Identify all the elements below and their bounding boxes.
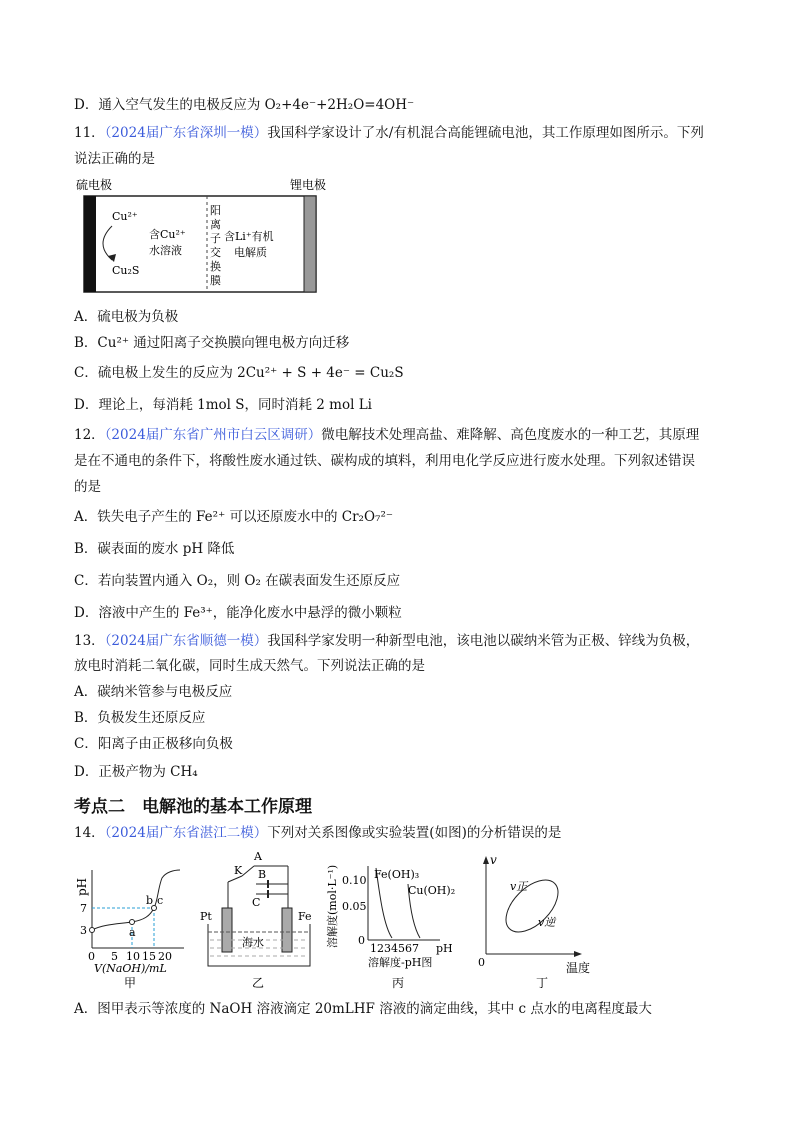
- yi-caption: 乙: [252, 976, 265, 990]
- q12-option-b: B．碳表面的废水 pH 降低: [74, 541, 235, 557]
- q11-option-c: C．硫电极上发生的反应为 2Cu²⁺ + S + 4e⁻ = Cu₂S: [74, 365, 404, 381]
- membrane-char: 阳: [210, 204, 221, 217]
- left-solution-line1: 含Cu²⁺: [149, 228, 186, 241]
- q11-number: 11．: [74, 125, 105, 141]
- ding-origin: 0: [478, 956, 485, 969]
- sulfur-electrode-label: 硫电极: [76, 178, 113, 192]
- ding-ellipse: [497, 871, 568, 942]
- q11-stem-line2: 说法正确的是: [74, 151, 155, 167]
- q13-number: 13．: [74, 633, 105, 649]
- jia-xtick-10: 10: [126, 950, 140, 963]
- fig-jia-titration: [74, 848, 200, 990]
- bing-xlabel: pH: [436, 942, 453, 955]
- membrane-char: 离: [210, 218, 221, 231]
- bing-xticks: 1234567: [370, 942, 419, 955]
- jia-xtick-15: 15: [142, 950, 156, 963]
- bing-ytick-010: 0.10: [342, 874, 367, 887]
- membrane-char: 膜: [210, 274, 221, 287]
- jia-ytick-3: 3: [80, 924, 87, 937]
- ding-xlabel: 温度: [566, 961, 591, 975]
- jia-xtick-20: 20: [158, 950, 172, 963]
- membrane-char: 子: [210, 232, 221, 245]
- jia-point-a: [130, 920, 135, 925]
- ding-x-arrow: [574, 951, 582, 957]
- sulfur-electrode: [84, 196, 96, 292]
- cu2s-label: Cu₂S: [112, 264, 140, 277]
- right-solution-line2: 电解质: [234, 246, 267, 259]
- jia-caption: 甲: [124, 976, 137, 990]
- q13-stem-line2: 放电时消耗二氧化碳，同时生成天然气。下列说法正确的是: [74, 658, 425, 674]
- q14-option-a: A．图甲表示等浓度的 NaOH 溶液滴定 20mLHF 溶液的滴定曲线，其中 c 点水的电离程度最大: [74, 1001, 652, 1017]
- bing-label-cu: Cu(OH)₂: [408, 884, 456, 897]
- q13-stem-text: 我国科学家发明一种新型电池，该电池以碳纳米管为正极、锌线为负极，: [267, 633, 700, 649]
- jia-xtick-0: 0: [88, 950, 95, 963]
- bing-label-fe: Fe(OH)₃: [374, 868, 420, 881]
- membrane-char: 换: [210, 260, 221, 273]
- lithium-electrode-label: 锂电极: [290, 178, 327, 192]
- q12-stem-text: 微电解技术处理高盐、难降解、高色度废水的一种工艺，其原理: [321, 427, 700, 443]
- bing-ytick-005: 0.05: [342, 900, 367, 913]
- ding-v-reverse: v逆: [538, 916, 556, 929]
- jia-label-c: c: [157, 894, 164, 907]
- yi-label-fe: Fe: [298, 910, 312, 923]
- jia-xtick-5: 5: [111, 950, 118, 963]
- bing-caption2: 丙: [392, 976, 405, 990]
- yi-label-b: B: [258, 868, 267, 881]
- q12-option-d: D．溶液中产生的 Fe³⁺，能净化废水中悬浮的微小颗粒: [74, 605, 402, 621]
- q13-option-d: D．正极产物为 CH₄: [74, 764, 198, 780]
- q12-number: 12．: [74, 427, 105, 443]
- q13-stem-line1: [74, 632, 699, 650]
- q11-stem-text: 我国科学家设计了水/有机混合高能锂硫电池，其工作原理如图所示。下列: [267, 125, 704, 141]
- ding-ylabel: v: [490, 853, 497, 867]
- jia-ylabel: pH: [75, 877, 89, 896]
- fig-yi-apparatus: [198, 848, 322, 990]
- bing-ylabel: 溶解度(mol·L⁻¹): [326, 864, 339, 948]
- ding-v-forward: v正: [510, 880, 528, 893]
- jia-label-a: a: [129, 926, 136, 939]
- jia-ytick-7: 7: [80, 902, 87, 915]
- jia-xlabel: V(NaOH)/mL: [94, 962, 167, 975]
- fig-ding-rate: [472, 848, 608, 990]
- q12-stem-line1: [74, 426, 699, 444]
- yi-label-c: C: [252, 896, 261, 909]
- bing-ytick-0: 0: [358, 934, 365, 947]
- jia-label-b: b: [146, 894, 154, 907]
- arrow-head: [108, 254, 116, 262]
- cu-ion-label: Cu²⁺: [112, 210, 138, 223]
- q11-source: （2024届广东省深圳一模）: [104, 125, 268, 141]
- yi-label-pt: Pt: [200, 910, 212, 923]
- q11-battery-figure: [74, 174, 334, 298]
- yi-pt-electrode: [222, 908, 232, 952]
- bing-caption: 溶解度-pH图: [368, 956, 433, 969]
- ding-y-arrow: [483, 856, 489, 864]
- q10-option-d: D．通入空气发生的电极反应为 O₂+4e⁻+2H₂O=4OH⁻: [74, 97, 415, 113]
- section-heading: 考点二 电解池的基本工作原理: [74, 797, 312, 817]
- q11-option-a: A．硫电极为负极: [74, 309, 179, 325]
- yi-seawater-label: 海水: [242, 936, 264, 949]
- yi-label-k: K: [234, 864, 243, 877]
- q14-source: （2024届广东省湛江二模）: [104, 825, 268, 841]
- q14-stem-text: 下列对关系图像或实验装置(如图)的分析错误的是: [267, 825, 562, 841]
- q11-stem-line1: [74, 124, 704, 142]
- q12-option-c: C．若向装置内通入 O₂，则 O₂ 在碳表面发生还原反应: [74, 573, 401, 589]
- q13-option-a: A．碳纳米管参与电极反应: [74, 684, 233, 700]
- q13-option-b: B．负极发生还原反应: [74, 710, 206, 726]
- right-solution-line1: 含Li⁺有机: [224, 230, 274, 243]
- q13-source: （2024届广东省顺德一模）: [104, 633, 268, 649]
- membrane-label: [210, 204, 221, 287]
- ding-caption: 丁: [536, 976, 549, 990]
- q14-stem-line: [74, 824, 561, 842]
- q13-option-c: C．阳离子由正极移向负极: [74, 736, 233, 752]
- q12-source: （2024届广东省广州市白云区调研）: [104, 427, 322, 443]
- q12-stem-line3: 的是: [74, 479, 101, 495]
- reaction-arrow: [103, 226, 112, 260]
- yi-fe-electrode: [282, 908, 292, 952]
- fig-bing-solubility: [322, 848, 470, 990]
- q11-option-d: D．理论上，每消耗 1mol S，同时消耗 2 mol Li: [74, 397, 372, 413]
- lithium-electrode: [304, 196, 316, 292]
- jia-curve: [92, 870, 180, 930]
- q12-stem-line2: 是在不通电的条件下，将酸性废水通过铁、碳构成的填料，利用电化学反应进行废水处理。下列叙述错误: [74, 453, 695, 469]
- q12-option-a: A．铁失电子产生的 Fe²⁺ 可以还原废水中的 Cr₂O₇²⁻: [74, 509, 393, 525]
- jia-start-point: [90, 928, 95, 933]
- q11-option-b: B．Cu²⁺ 通过阳离子交换膜向锂电极方向迁移: [74, 335, 350, 351]
- q14-number: 14．: [74, 825, 105, 841]
- yi-label-a: A: [254, 850, 262, 863]
- membrane-char: 交: [210, 246, 221, 259]
- yi-switch: [242, 866, 254, 876]
- left-solution-line2: 水溶液: [149, 244, 182, 257]
